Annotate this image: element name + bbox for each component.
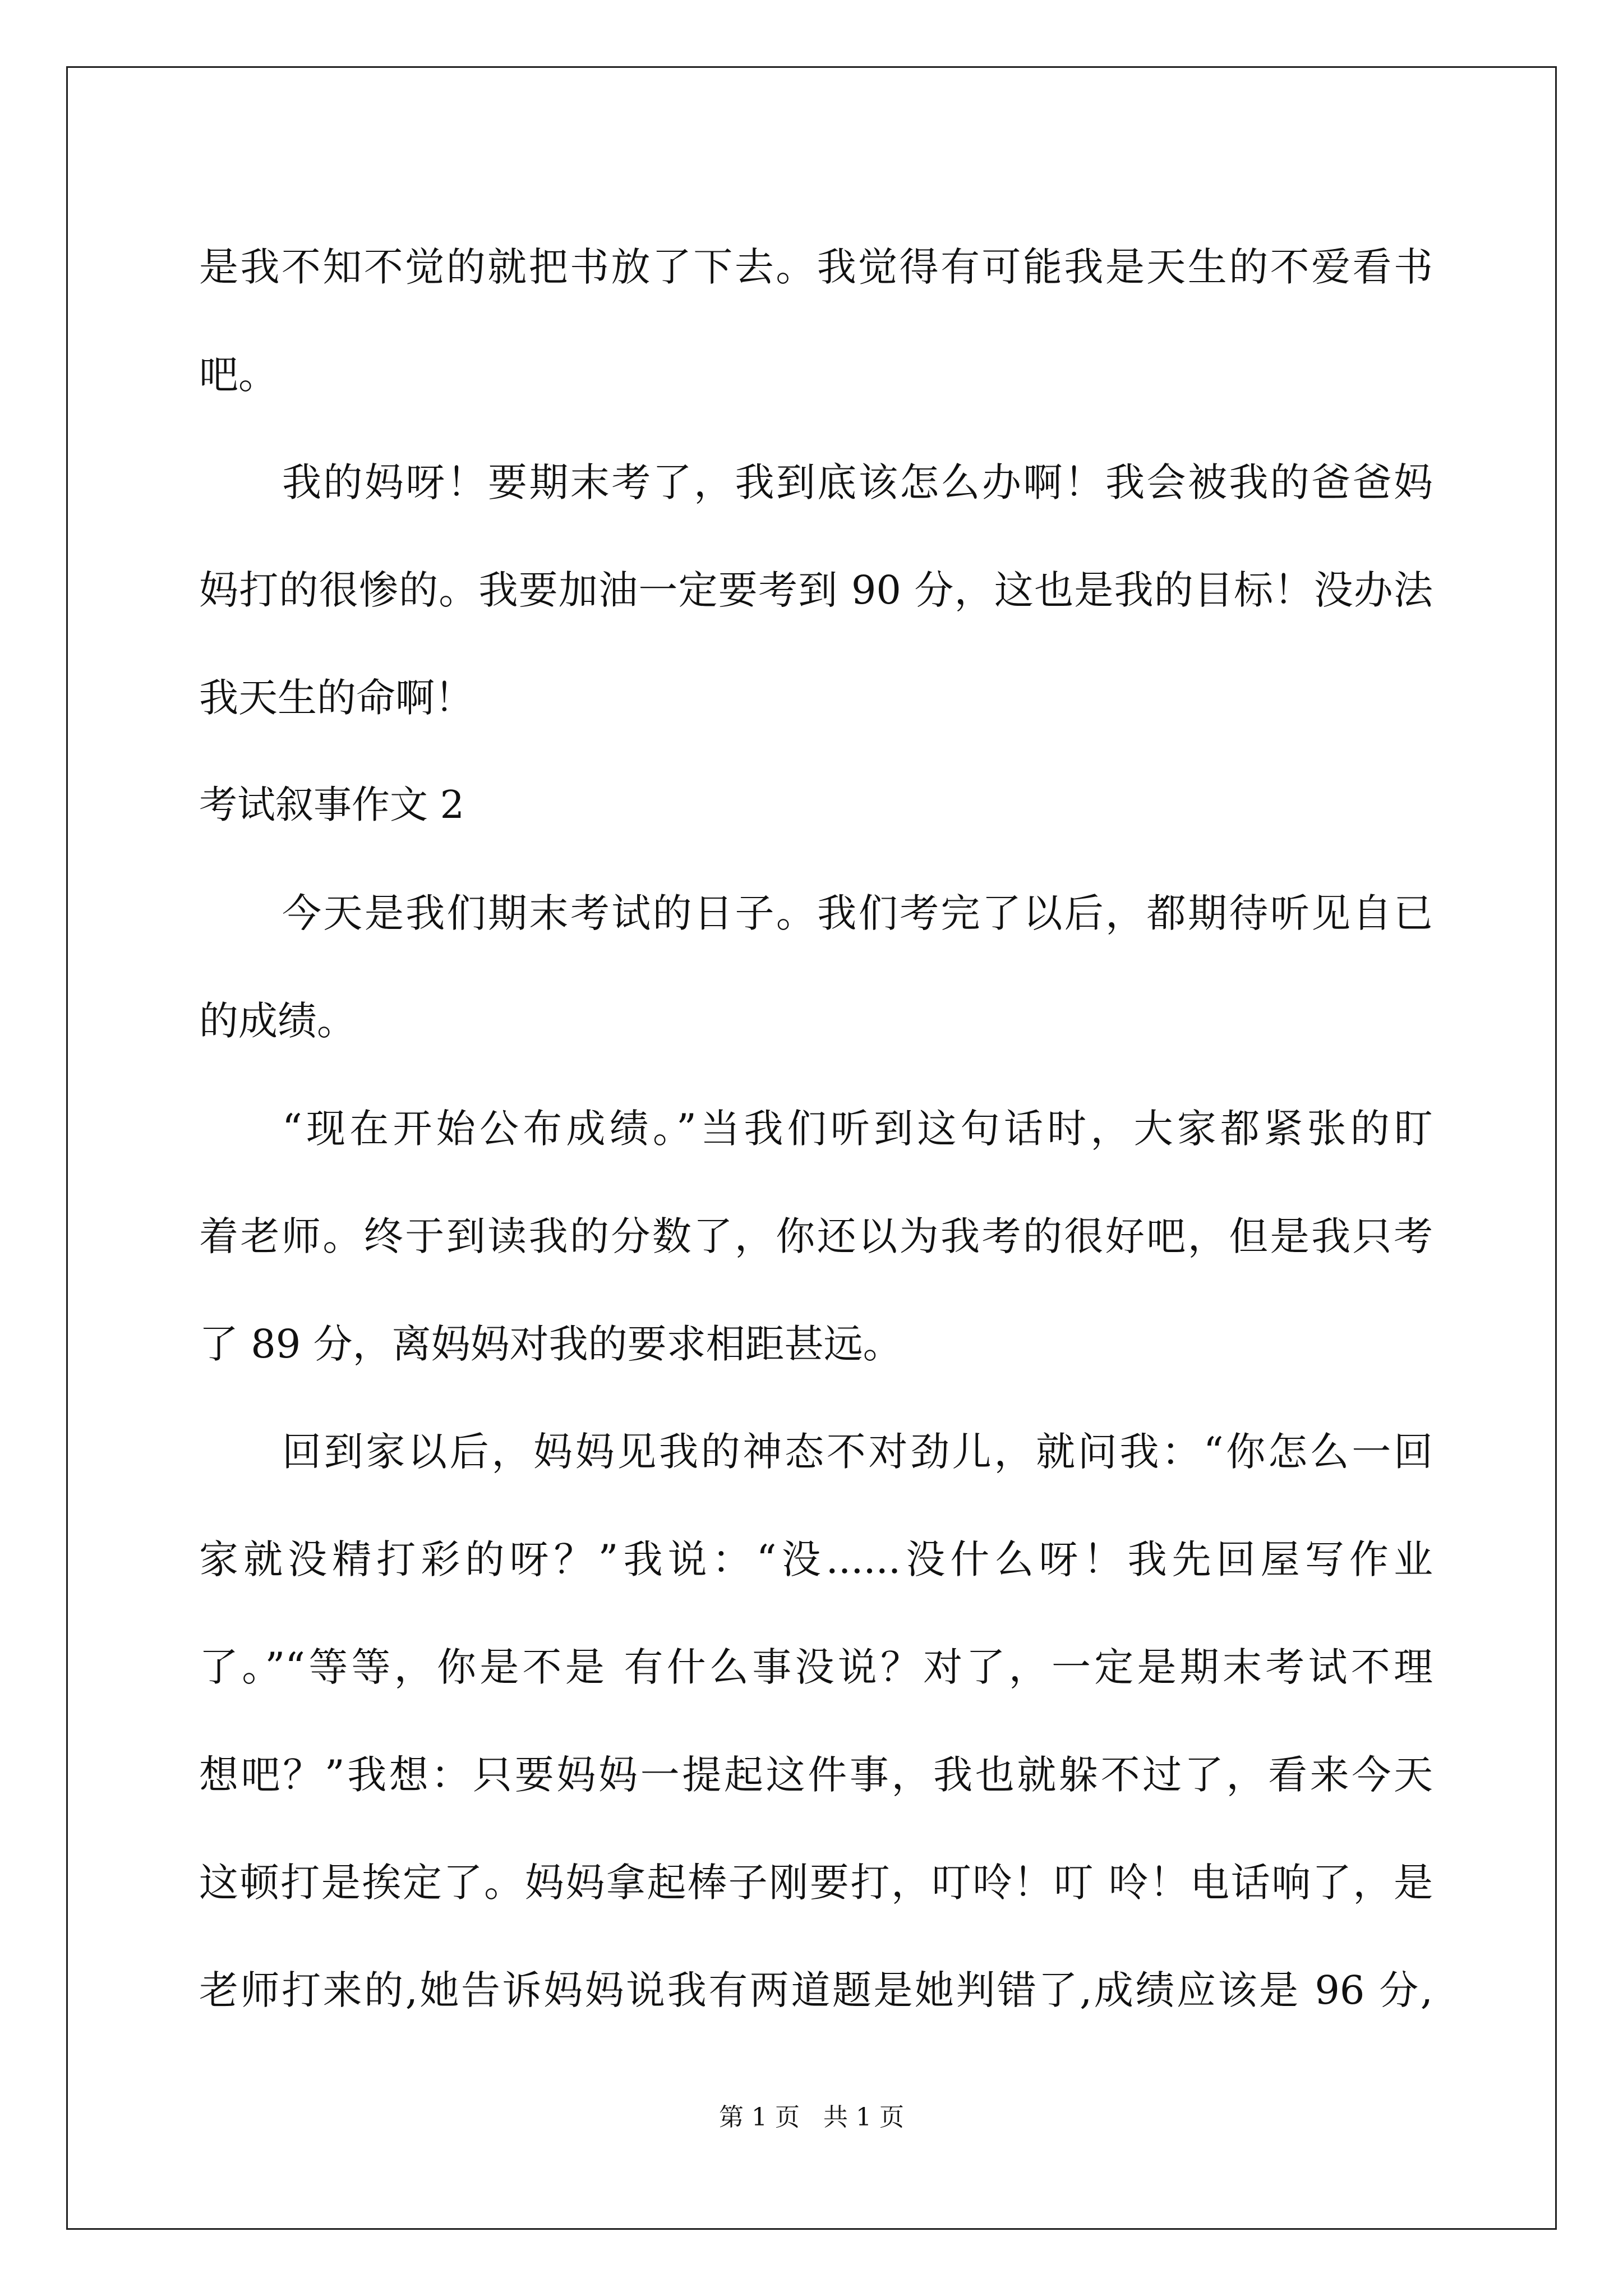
text-line: 了。”“等等，你是不是 有什么事没说？对了，一定是期末考试不理 [199,1644,1433,1690]
paragraph-start-line: 今天是我们期末考试的日子。我们考完了以后，都期待听见自已 [282,890,1433,936]
page-footer: 第 1 页 共 1 页 [719,2103,904,2132]
text-line: 老师打来的,她告诉妈妈说我有两道题是她判错了,成绩应该是 96 分, [199,1967,1433,2013]
text-line: 是我不知不觉的就把书放了下去。我觉得有可能我是天生的不爱看书 [199,244,1433,290]
text-line: 想吧？”我想：只要妈妈一提起这件事，我也就躲不过了，看来今天 [199,1752,1433,1798]
section-heading: 考试叙事作文 2 [199,783,464,827]
paragraph-start-line: 回到家以后，妈妈见我的神态不对劲儿，就问我：“你怎么一回 [282,1429,1433,1475]
text-line: 我天生的命啊！ [199,675,474,721]
document-body [199,213,1433,2044]
text-line: 家就没精打彩的呀？”我说：“没......没什么呀！我先回屋写作业 [199,1536,1433,1582]
text-line: 了 89 分，离妈妈对我的要求相距甚远。 [199,1321,902,1367]
paragraph-start-line: “现在开始公布成绩。”当我们听到这句话时，大家都紧张的盯 [282,1106,1433,1152]
text-line: 这顿打是挨定了。妈妈拿起棒子刚要打，叮呤！叮 呤！电话响了，是 [199,1860,1433,1906]
text-line: 的成绩。 [199,998,356,1044]
text-line: 妈打的很惨的。我要加油一定要考到 90 分，这也是我的目标！没办法 [199,567,1433,613]
text-line: 吧。 [199,352,278,398]
paragraph-start-line: 我的妈呀！要期末考了，我到底该怎么办啊！我会被我的爸爸妈 [282,459,1433,505]
text-line: 着老师。终于到读我的分数了，你还以为我考的很好吧，但是我只考 [199,1213,1433,1259]
